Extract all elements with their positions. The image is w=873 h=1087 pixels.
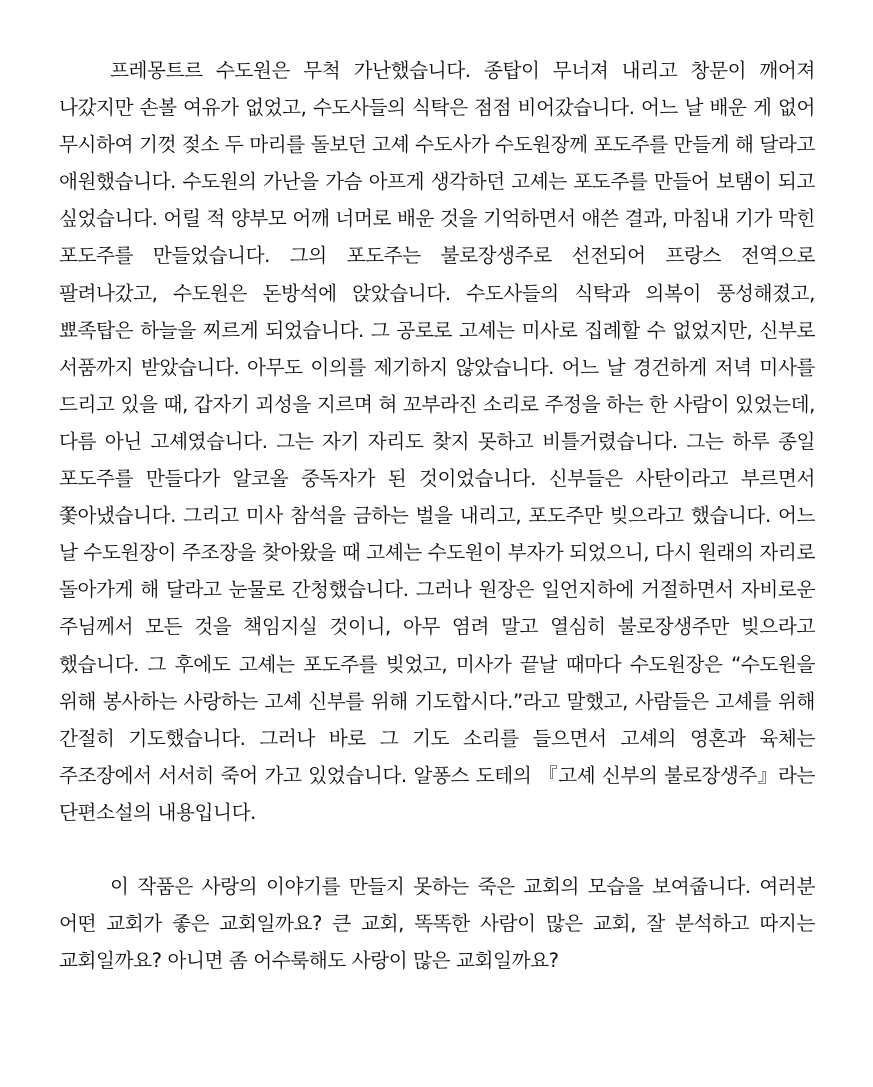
document-page (59, 52, 815, 979)
paragraph-story: 프레몽트르 수도원은 무척 가난했습니다. 종탑이 무너져 내리고 창문이 깨어져 나갔지만 손볼 여유가 없었고, 수도사들의 식탁은 점점 비어갔습니다. 어느 날 배운 게 없어 무시하여 기껏 젖소 두 마리를 돌보던 고셰 수도사가 수도원장께 포도주를 만들게 해 달라고 애원했습니다. 수도원의 가난을 가슴 아프게 생각하던 고셰는 포도주를 만들어 보탬이 되고 싶었습니다. 어릴 적 양부모 어깨 너머로 배운 것을 기억하면서 애쓴 결과, 마침내 기가 막힌 포도주를 만들었습니다. 그의 포도주는 불로장생주로 선전되어 프랑스 전역으로 팔려나갔고, 수도원은 돈방석에 앉았습니다. 수도사들의 식탁과 의복이 풍성해졌고, 뾰족탑은 하늘을 찌르게 되었습니다. 그 공로로 고셰는 미사로 집례할 수 없었지만, 신부로 서품까지 받았습니다. 아무도 이의를 제기하지 않았습니다. 어느 날 경건하게 저녁 미사를 드리고 있을 때, 갑자기 괴성을 지르며 혀 꼬부라진 소리로 주정을 하는 한 사람이 있었는데, 다름 아닌 고셰였습니다. 그는 자기 자리도 찾지 못하고 비틀거렸습니다. 그는 하루 종일 포도주를 만들다가 알코올 중독자가 된 것이었습니다. 신부들은 사탄이라고 부르면서 쫓아냈습니다. 그리고 미사 참석을 금하는 벌을 내리고, 포도주만 빚으라고 했습니다. 어느 날 수도원장이 주조장을 찾아왔을 때 고셰는 수도원이 부자가 되었으니, 다시 원래의 자리로 돌아가게 해 달라고 눈물로 간청했습니다. 그러나 원장은 일언지하에 거절하면서 자비로운 주님께서 모든 것을 책임지실 것이니, 아무 염려 말고 열심히 불로장생주만 빚으라고 했습니다. 그 후에도 고셰는 포도주를 빚었고, 미사가 끝날 때마다 수도원장은 “수도원을 위해 봉사하는 사랑하는 고셰 신부를 위해 기도합시다.”라고 말했고, 사람들은 고셰를 위해 간절히 기도했습니다. 그러나 바로 그 기도 소리를 들으면서 고셰의 영혼과 육체는 주조장에서 서서히 죽어 가고 있었습니다. 알퐁스 도테의 『고셰 신부의 불로장생주』라는 단편소설의 내용입니다. (59, 59, 815, 824)
paragraph-reflection: 이 작품은 사랑의 이야기를 만들지 못하는 죽은 교회의 모습을 보여줍니다. 여러분 어떤 교회가 좋은 교회일까요? 큰 교회, 똑똑한 사람이 많은 교회, 잘 분석하고 따지는 교회일까요? 아니면 좀 어수룩해도 사랑이 많은 교회일까요? (59, 874, 815, 973)
